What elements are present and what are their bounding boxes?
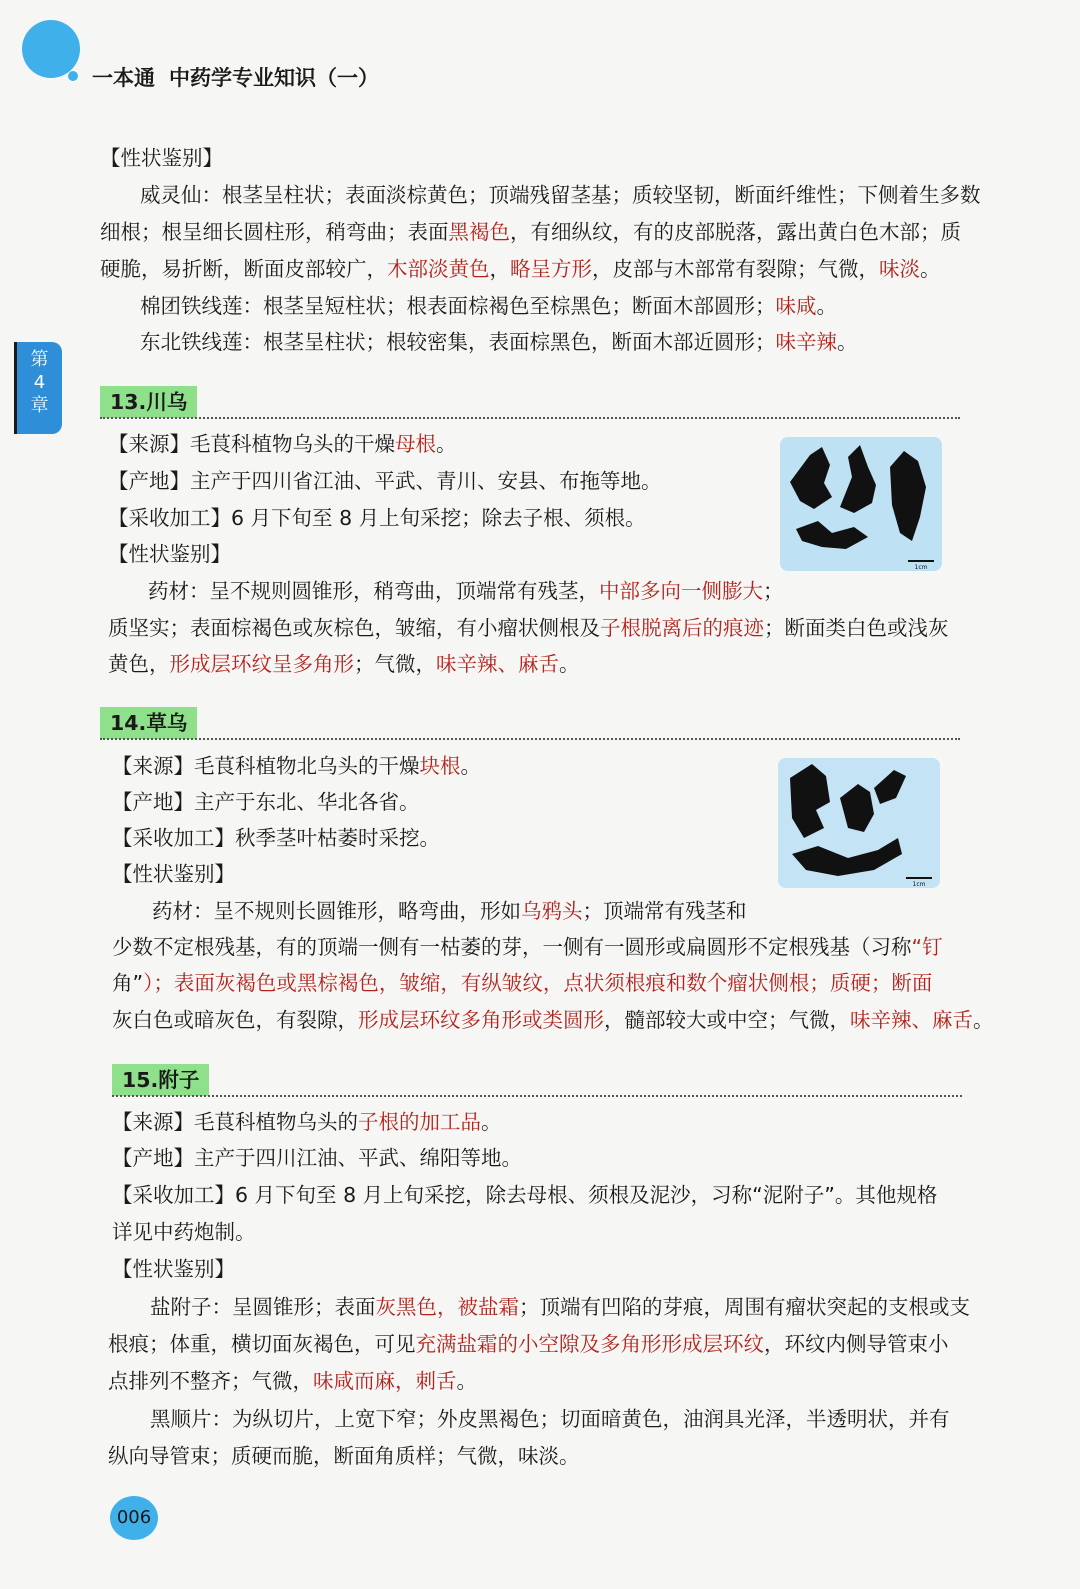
section-title-caowu: 14.草乌: [100, 707, 197, 739]
caowu-specimen-photo: [778, 758, 940, 888]
section-line: [112, 929, 943, 966]
body-text: 【采收加工】6 月下旬至 8 月上旬采挖，除去母根、须根及泥沙，习称“泥附子”。其他规格: [112, 1183, 938, 1207]
body-text: ，髓部较大或中空；气微，: [604, 1008, 850, 1032]
section-divider: [112, 1095, 962, 1097]
body-text: 【来源】毛茛科植物乌头的: [112, 1110, 358, 1134]
section-line: [108, 463, 662, 500]
body-text: 。: [559, 652, 580, 676]
body-text: ；气微，: [354, 652, 436, 676]
body-text: 【性状鉴别】: [112, 862, 235, 886]
body-text: 点排列不整齐；气微，: [108, 1369, 313, 1393]
emphasis-text: ）；表面灰褐色或黑棕褐色，皱缩，有纵皱纹，点状须根痕和数个瘤状侧根；质硬；断面: [143, 971, 933, 995]
body-text: 盐附子：呈圆锥形；表面: [150, 1295, 376, 1319]
top-line: [140, 288, 837, 325]
section-line: [108, 610, 949, 647]
chapter-tab-char: 第: [30, 349, 49, 370]
body-text: 黄色，: [108, 652, 170, 676]
body-text: 灰白色或暗灰色，有裂隙，: [112, 1008, 358, 1032]
photo-scale-label: 1cm: [912, 881, 926, 888]
section-title-chuanwu: 13.川乌: [100, 386, 197, 418]
body-text: 【产地】主产于东北、华北各省。: [112, 790, 420, 814]
section-line: [108, 646, 580, 683]
emphasis-text: 充满盐霜的小空隙及多角形形成层环纹: [415, 1332, 764, 1356]
section-line: [108, 1326, 949, 1363]
emphasis-text: 乌鸦头: [521, 899, 583, 923]
chapter-tab-char: 章: [30, 395, 49, 416]
body-text: 。: [973, 1008, 994, 1032]
section-line: [108, 536, 231, 573]
emphasis-text: 灰黑色，被盐霜: [375, 1295, 519, 1319]
section-line: [152, 893, 747, 930]
body-text: 。: [456, 1369, 477, 1393]
body-text: ；顶端有凹陷的芽痕，周围有瘤状突起的支根或支: [519, 1295, 970, 1319]
section-line: [112, 1002, 994, 1039]
body-text: 【产地】主产于四川江油、平武、绵阳等地。: [112, 1146, 522, 1170]
emphasis-text: 木部淡黄色: [387, 257, 490, 281]
emphasis-text: 子根脱离后的痕迹: [600, 616, 764, 640]
body-text: 。: [436, 432, 457, 456]
emphasis-text: 形成层环纹呈多角形: [169, 652, 354, 676]
body-text: 黑顺片：为纵切片，上宽下窄；外皮黑褐色；切面暗黄色，油润具光泽，半透明状，并有: [150, 1407, 950, 1431]
emphasis-text: 味淡: [879, 257, 920, 281]
body-text: ，有细纵纹，有的皮部脱落，露出黄白色木部；质: [510, 220, 961, 244]
body-text: 。: [837, 330, 858, 354]
emphasis-text: 味咸而麻，刺舌: [313, 1369, 457, 1393]
body-text: 【性状鉴别】: [112, 1257, 235, 1281]
body-text: 【采收加工】秋季茎叶枯萎时采挖。: [112, 826, 440, 850]
section-title-fuzi: 15.附子: [112, 1064, 209, 1096]
body-text: ，环纹内侧导管束小: [764, 1332, 949, 1356]
section-line: [112, 1251, 235, 1288]
body-text: 【来源】毛茛科植物北乌头的干燥: [112, 754, 420, 778]
body-text: 根痕；体重，横切面灰褐色，可见: [108, 1332, 416, 1356]
emphasis-text: 味辛辣: [775, 330, 837, 354]
header-bullet-icon: [68, 71, 78, 81]
emphasis-text: “钉: [911, 935, 943, 959]
top-line: [100, 214, 961, 251]
body-text: 角”: [112, 971, 144, 995]
emphasis-text: 黑褐色: [448, 220, 510, 244]
header-title: 中药学专业知识（一）: [169, 66, 379, 90]
section-line: [112, 856, 235, 893]
header-brand: 一本通: [92, 66, 155, 90]
body-text: 棉团铁线莲：根茎呈短柱状；根表面棕褐色至棕黑色；断面木部圆形；: [140, 294, 776, 318]
body-text: 东北铁线莲：根茎呈柱状；根较密集，表面棕黑色，断面木部近圆形；: [140, 330, 776, 354]
body-text: 。: [816, 294, 837, 318]
body-text: 。: [460, 754, 481, 778]
section-line: [108, 1438, 580, 1475]
section-line: [112, 1177, 937, 1214]
emphasis-text: 母根: [395, 432, 436, 456]
emphasis-text: 子根的加工品: [358, 1110, 481, 1134]
emphasis-text: 略呈方形: [510, 257, 592, 281]
body-text: 药材：呈不规则长圆锥形，略弯曲，形如: [152, 899, 521, 923]
section-divider: [100, 738, 960, 740]
emphasis-text: 味辛辣、麻舌: [436, 652, 559, 676]
body-text: 。: [481, 1110, 502, 1134]
top-line: [140, 324, 858, 361]
chapter-tab-label: [17, 348, 62, 417]
body-text: 纵向导管束；质硬而脆，断面角质样；气微，味淡。: [108, 1444, 580, 1468]
body-text: 质坚实；表面棕褐色或灰棕色，皱缩，有小瘤状侧根及: [108, 616, 600, 640]
photo-scale-label: 1cm: [914, 564, 928, 571]
section-line: [150, 1401, 950, 1438]
body-text: ；顶端常有残茎和: [582, 899, 747, 923]
emphasis-text: 味咸: [775, 294, 817, 318]
section-line: [150, 1289, 970, 1326]
section-line: [112, 1140, 522, 1177]
emphasis-text: 形成层环纹多角形或类圆形: [358, 1008, 604, 1032]
section-line: [112, 1214, 256, 1251]
section-line: [112, 820, 440, 857]
section-line: [108, 500, 646, 537]
body-text: 硬脆，易折断，断面皮部较广，: [100, 257, 387, 281]
body-text: 【性状鉴别】: [108, 542, 231, 566]
body-text: ；: [763, 579, 784, 603]
header-logo-circle: [22, 20, 80, 78]
top-line: [100, 251, 941, 288]
chapter-tab: [14, 342, 62, 434]
body-text: 【产地】主产于四川省江油、平武、青川、安县、布拖等地。: [108, 469, 662, 493]
chuanwu-specimen-photo: [780, 437, 942, 571]
emphasis-text: 中部多向一侧膨大: [599, 579, 763, 603]
section-line: [148, 573, 784, 610]
running-header: [92, 62, 379, 92]
page-number: 006: [110, 1496, 158, 1540]
section-line: [108, 426, 457, 463]
body-text: 【来源】毛茛科植物乌头的干燥: [108, 432, 395, 456]
section-divider: [100, 417, 960, 419]
body-text: 少数不定根残基，有的顶端一侧有一枯萎的芽，一侧有一圆形或扁圆形不定根残基（习称: [112, 935, 912, 959]
body-text: ，皮部与木部常有裂隙；气微，: [592, 257, 879, 281]
emphasis-text: 块根: [419, 754, 461, 778]
section-line: [108, 1363, 477, 1400]
body-text: 药材：呈不规则圆锥形，稍弯曲，顶端常有残茎，: [148, 579, 599, 603]
top-heading: 【性状鉴别】: [100, 146, 223, 170]
section-line: [112, 748, 481, 785]
body-text: 细根；根呈细长圆柱形，稍弯曲；表面: [100, 220, 449, 244]
section-line: [112, 965, 932, 1002]
body-text: 。: [920, 257, 941, 281]
body-text: 详见中药炮制。: [112, 1220, 256, 1244]
chapter-tab-char: 4: [33, 372, 46, 393]
body-text: 【采收加工】6 月下旬至 8 月上旬采挖；除去子根、须根。: [108, 506, 646, 530]
section-line: [112, 1104, 502, 1141]
section-line: [112, 784, 420, 821]
body-text: ，: [489, 257, 510, 281]
body-text: ；断面类白色或浅灰: [764, 616, 949, 640]
top-line: 威灵仙：根茎呈柱状；表面淡棕黄色；顶端残留茎基；质较坚韧，断面纤维性；下侧着生多数: [140, 183, 981, 207]
emphasis-text: 味辛辣、麻舌: [850, 1008, 973, 1032]
